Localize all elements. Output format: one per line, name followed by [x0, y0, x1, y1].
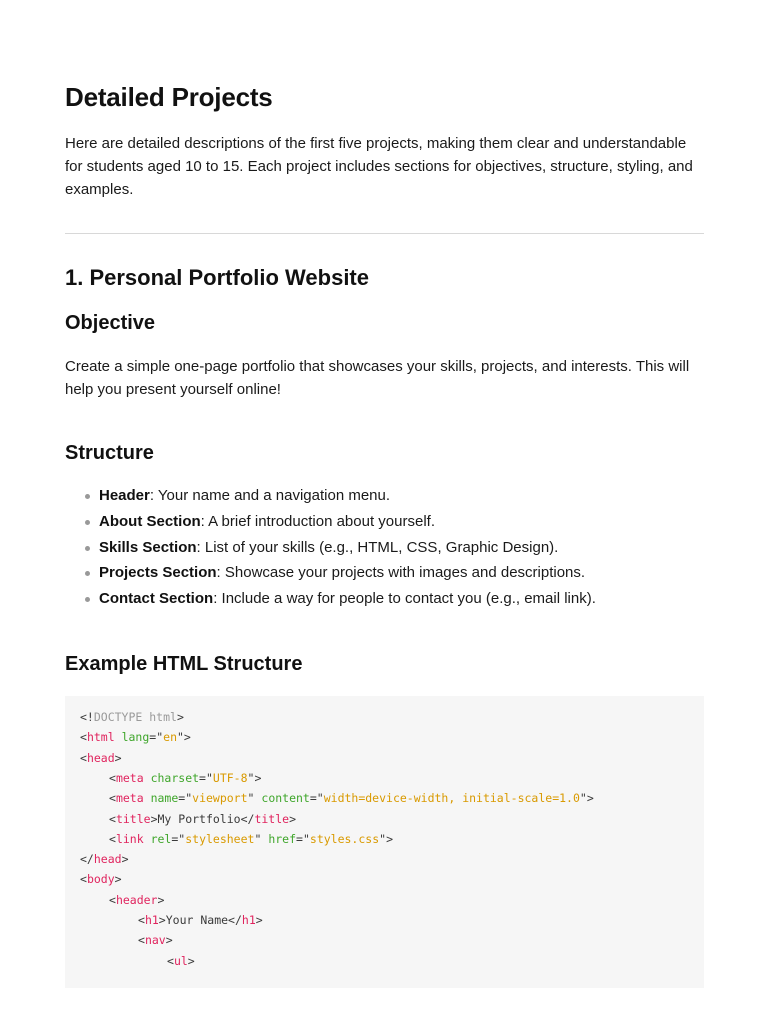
code-line	[80, 869, 122, 889]
code-token: en	[163, 730, 177, 745]
code-token: body	[86, 872, 115, 887]
code-line	[109, 809, 296, 829]
intro-paragraph: Here are detailed descriptions of the first five projects, making them clear and understandable for students aged 10 to 15. Each project includes sections for objectives, structure, styling, and examples.	[65, 135, 693, 198]
example-heading: Example HTML Structure	[65, 653, 303, 675]
code-token: >	[158, 913, 166, 927]
structure-heading: Structure	[65, 442, 154, 464]
code-token: >	[150, 811, 158, 826]
code-token	[144, 771, 151, 785]
code-token: </	[228, 913, 242, 927]
code-token: ">	[579, 791, 594, 806]
code-token: <	[109, 811, 116, 826]
project-heading: 1. Personal Portfolio Website	[65, 265, 369, 290]
code-token: meta	[115, 791, 144, 806]
code-token: UTF-8	[212, 770, 248, 785]
code-token: Your Name	[165, 913, 229, 927]
code-line	[109, 829, 393, 849]
list-item-desc: : A brief introduction about yourself.	[200, 512, 435, 530]
code-line	[80, 727, 191, 747]
code-line	[167, 951, 195, 971]
code-token: <	[80, 872, 87, 887]
code-token: ">	[177, 730, 191, 745]
code-token: ul	[173, 953, 188, 968]
list-item	[65, 485, 596, 511]
code-block[interactable]	[65, 696, 704, 988]
code-token: head	[86, 750, 115, 765]
list-item-desc: : List of your skills (e.g., HTML, CSS, Graphic Design).	[196, 538, 559, 556]
code-line	[80, 849, 129, 869]
list-item-desc: : Include a way for people to contact you (e.g., email link).	[213, 590, 596, 608]
code-token: ="	[149, 730, 164, 745]
list-item-term: Skills Section	[99, 538, 197, 556]
code-token: >	[176, 710, 184, 724]
code-line	[109, 768, 261, 788]
code-token	[144, 832, 151, 846]
code-token: ="	[171, 831, 186, 846]
code-token: link	[115, 831, 144, 846]
code-token: ="	[309, 791, 324, 806]
code-token: href	[268, 831, 297, 846]
code-token: </	[240, 811, 255, 826]
list-item	[65, 562, 596, 588]
list-item-desc: : Showcase your projects with images and descriptions.	[216, 564, 586, 582]
code-token: <	[138, 913, 145, 927]
code-token: title	[115, 811, 151, 826]
code-token: >	[114, 750, 122, 765]
code-line	[138, 930, 173, 950]
code-token: content	[261, 791, 310, 806]
code-token: "	[254, 831, 269, 846]
code-token: h1	[241, 913, 256, 927]
list-item	[65, 511, 596, 537]
code-line	[109, 788, 594, 808]
code-token: ">	[379, 831, 393, 846]
code-token: >	[187, 953, 195, 968]
bullet-icon	[85, 520, 90, 525]
bullet-icon	[85, 546, 90, 551]
code-token: meta	[115, 770, 144, 785]
code-token: h1	[144, 913, 159, 927]
code-token: <	[80, 750, 87, 765]
code-token: <	[109, 770, 116, 785]
code-token: >	[289, 811, 297, 826]
code-token: name	[150, 791, 179, 806]
list-item-term: Header	[99, 487, 150, 504]
list-item-desc: : Your name and a navigation menu.	[149, 487, 391, 504]
code-token: >	[121, 852, 129, 867]
code-token: ="	[178, 791, 193, 806]
list-item	[65, 537, 596, 563]
code-line	[138, 910, 263, 930]
code-token: charset	[150, 770, 200, 785]
code-line	[80, 707, 184, 727]
code-token: width=device-width, initial-scale=1.0	[323, 791, 580, 806]
code-token: <	[167, 953, 174, 968]
code-token: rel	[150, 831, 172, 846]
code-token: styles.css	[309, 831, 380, 846]
bullet-icon	[85, 597, 90, 602]
code-token: "	[247, 791, 262, 806]
code-token: html	[86, 730, 115, 745]
bullet-icon	[85, 494, 90, 499]
code-token: lang	[121, 730, 150, 745]
code-token: ="	[199, 770, 213, 785]
code-token: ="	[296, 831, 310, 846]
code-token: <	[138, 933, 145, 948]
code-token: head	[93, 852, 122, 867]
page-title: Detailed Projects	[65, 82, 273, 112]
code-token: header	[115, 892, 158, 907]
code-token: >	[255, 913, 263, 927]
structure-list	[65, 485, 596, 614]
code-token: >	[157, 892, 165, 907]
code-token: </	[80, 852, 94, 867]
code-line	[80, 748, 122, 768]
code-token: >	[114, 872, 122, 887]
code-token: DOCTYPE html	[93, 710, 177, 724]
code-token	[144, 791, 151, 805]
code-token: stylesheet	[185, 831, 255, 846]
code-line	[109, 890, 164, 910]
objective-paragraph: Create a simple one-page portfolio that showcases your skills, projects, and interests. This will help you present yourself online!	[65, 358, 690, 398]
code-token: <	[80, 730, 87, 745]
section-divider	[65, 233, 704, 234]
code-token: viewport	[192, 791, 248, 806]
list-item-term: Contact Section	[99, 590, 214, 608]
list-item	[65, 588, 596, 614]
code-token: <	[109, 831, 116, 846]
code-token: <	[109, 791, 116, 806]
code-token: ">	[247, 770, 262, 785]
list-item-term: About Section	[99, 512, 201, 530]
code-token: nav	[144, 933, 166, 948]
bullet-icon	[85, 571, 90, 576]
code-token	[115, 730, 122, 744]
code-token: >	[165, 933, 173, 948]
objective-heading: Objective	[65, 312, 156, 334]
code-token: <!	[80, 710, 94, 724]
code-token: title	[254, 811, 290, 826]
list-item-term: Projects Section	[99, 564, 217, 582]
code-token: <	[109, 892, 116, 907]
code-token: My Portfolio	[157, 811, 241, 826]
